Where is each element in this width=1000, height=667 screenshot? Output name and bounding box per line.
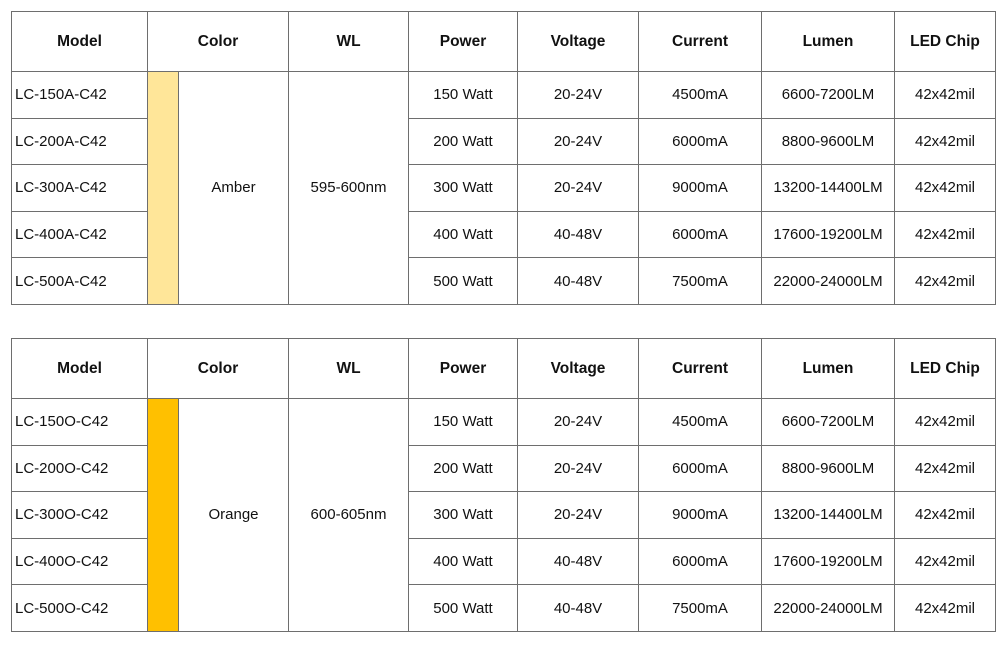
power-cell: 500 Watt <box>409 585 518 632</box>
header-lumen: Lumen <box>762 339 895 399</box>
lumen-cell: 22000-24000LM <box>762 585 895 632</box>
header-power: Power <box>409 12 518 72</box>
power-cell: 300 Watt <box>409 165 518 212</box>
current-cell: 4500mA <box>639 399 762 446</box>
current-cell: 4500mA <box>639 72 762 119</box>
current-cell: 6000mA <box>639 118 762 165</box>
model-cell: LC-500A-C42 <box>12 258 148 305</box>
orange-color-swatch <box>148 399 179 632</box>
current-cell: 6000mA <box>639 445 762 492</box>
power-cell: 400 Watt <box>409 538 518 585</box>
header-model: Model <box>12 12 148 72</box>
lumen-cell: 22000-24000LM <box>762 258 895 305</box>
model-cell: LC-300A-C42 <box>12 165 148 212</box>
color-name-cell: Orange <box>179 399 289 632</box>
lumen-cell: 6600-7200LM <box>762 72 895 119</box>
amber-color-swatch <box>148 72 179 305</box>
voltage-cell: 40-48V <box>518 258 639 305</box>
power-cell: 150 Watt <box>409 399 518 446</box>
header-wl: WL <box>289 339 409 399</box>
lumen-cell: 8800-9600LM <box>762 445 895 492</box>
led-chip-cell: 42x42mil <box>895 211 996 258</box>
color-name-cell: Amber <box>179 72 289 305</box>
voltage-cell: 40-48V <box>518 211 639 258</box>
power-cell: 400 Watt <box>409 211 518 258</box>
led-chip-cell: 42x42mil <box>895 118 996 165</box>
led-chip-cell: 42x42mil <box>895 538 996 585</box>
wavelength-cell: 595-600nm <box>289 72 409 305</box>
wavelength-cell: 600-605nm <box>289 399 409 632</box>
voltage-cell: 20-24V <box>518 492 639 539</box>
led-chip-cell: 42x42mil <box>895 585 996 632</box>
header-voltage: Voltage <box>518 339 639 399</box>
table-row <box>12 72 996 119</box>
lumen-cell: 8800-9600LM <box>762 118 895 165</box>
power-cell: 200 Watt <box>409 445 518 492</box>
model-cell: LC-150A-C42 <box>12 72 148 119</box>
header-current: Current <box>639 339 762 399</box>
led-chip-cell: 42x42mil <box>895 258 996 305</box>
led-chip-cell: 42x42mil <box>895 492 996 539</box>
voltage-cell: 20-24V <box>518 165 639 212</box>
model-cell: LC-200A-C42 <box>12 118 148 165</box>
current-cell: 9000mA <box>639 165 762 212</box>
model-cell: LC-400A-C42 <box>12 211 148 258</box>
lumen-cell: 13200-14400LM <box>762 165 895 212</box>
model-cell: LC-150O-C42 <box>12 399 148 446</box>
table-header-row <box>12 339 996 399</box>
led-chip-cell: 42x42mil <box>895 72 996 119</box>
current-cell: 9000mA <box>639 492 762 539</box>
header-led-chip: LED Chip <box>895 339 996 399</box>
current-cell: 7500mA <box>639 585 762 632</box>
current-cell: 7500mA <box>639 258 762 305</box>
header-current: Current <box>639 12 762 72</box>
voltage-cell: 40-48V <box>518 585 639 632</box>
header-voltage: Voltage <box>518 12 639 72</box>
power-cell: 500 Watt <box>409 258 518 305</box>
model-cell: LC-200O-C42 <box>12 445 148 492</box>
power-cell: 300 Watt <box>409 492 518 539</box>
power-cell: 200 Watt <box>409 118 518 165</box>
header-wl: WL <box>289 12 409 72</box>
model-cell: LC-500O-C42 <box>12 585 148 632</box>
current-cell: 6000mA <box>639 211 762 258</box>
table-row <box>12 399 996 446</box>
header-lumen: Lumen <box>762 12 895 72</box>
header-model: Model <box>12 339 148 399</box>
voltage-cell: 20-24V <box>518 399 639 446</box>
header-color: Color <box>148 339 289 399</box>
lumen-cell: 17600-19200LM <box>762 538 895 585</box>
lumen-cell: 6600-7200LM <box>762 399 895 446</box>
header-color: Color <box>148 12 289 72</box>
led-chip-cell: 42x42mil <box>895 445 996 492</box>
lumen-cell: 13200-14400LM <box>762 492 895 539</box>
voltage-cell: 20-24V <box>518 445 639 492</box>
model-cell: LC-400O-C42 <box>12 538 148 585</box>
header-led-chip: LED Chip <box>895 12 996 72</box>
header-power: Power <box>409 339 518 399</box>
voltage-cell: 20-24V <box>518 72 639 119</box>
current-cell: 6000mA <box>639 538 762 585</box>
voltage-cell: 20-24V <box>518 118 639 165</box>
amber-spec-table <box>11 11 996 305</box>
power-cell: 150 Watt <box>409 72 518 119</box>
table-header-row <box>12 12 996 72</box>
led-chip-cell: 42x42mil <box>895 165 996 212</box>
lumen-cell: 17600-19200LM <box>762 211 895 258</box>
orange-spec-table <box>11 338 996 632</box>
led-chip-cell: 42x42mil <box>895 399 996 446</box>
voltage-cell: 40-48V <box>518 538 639 585</box>
model-cell: LC-300O-C42 <box>12 492 148 539</box>
